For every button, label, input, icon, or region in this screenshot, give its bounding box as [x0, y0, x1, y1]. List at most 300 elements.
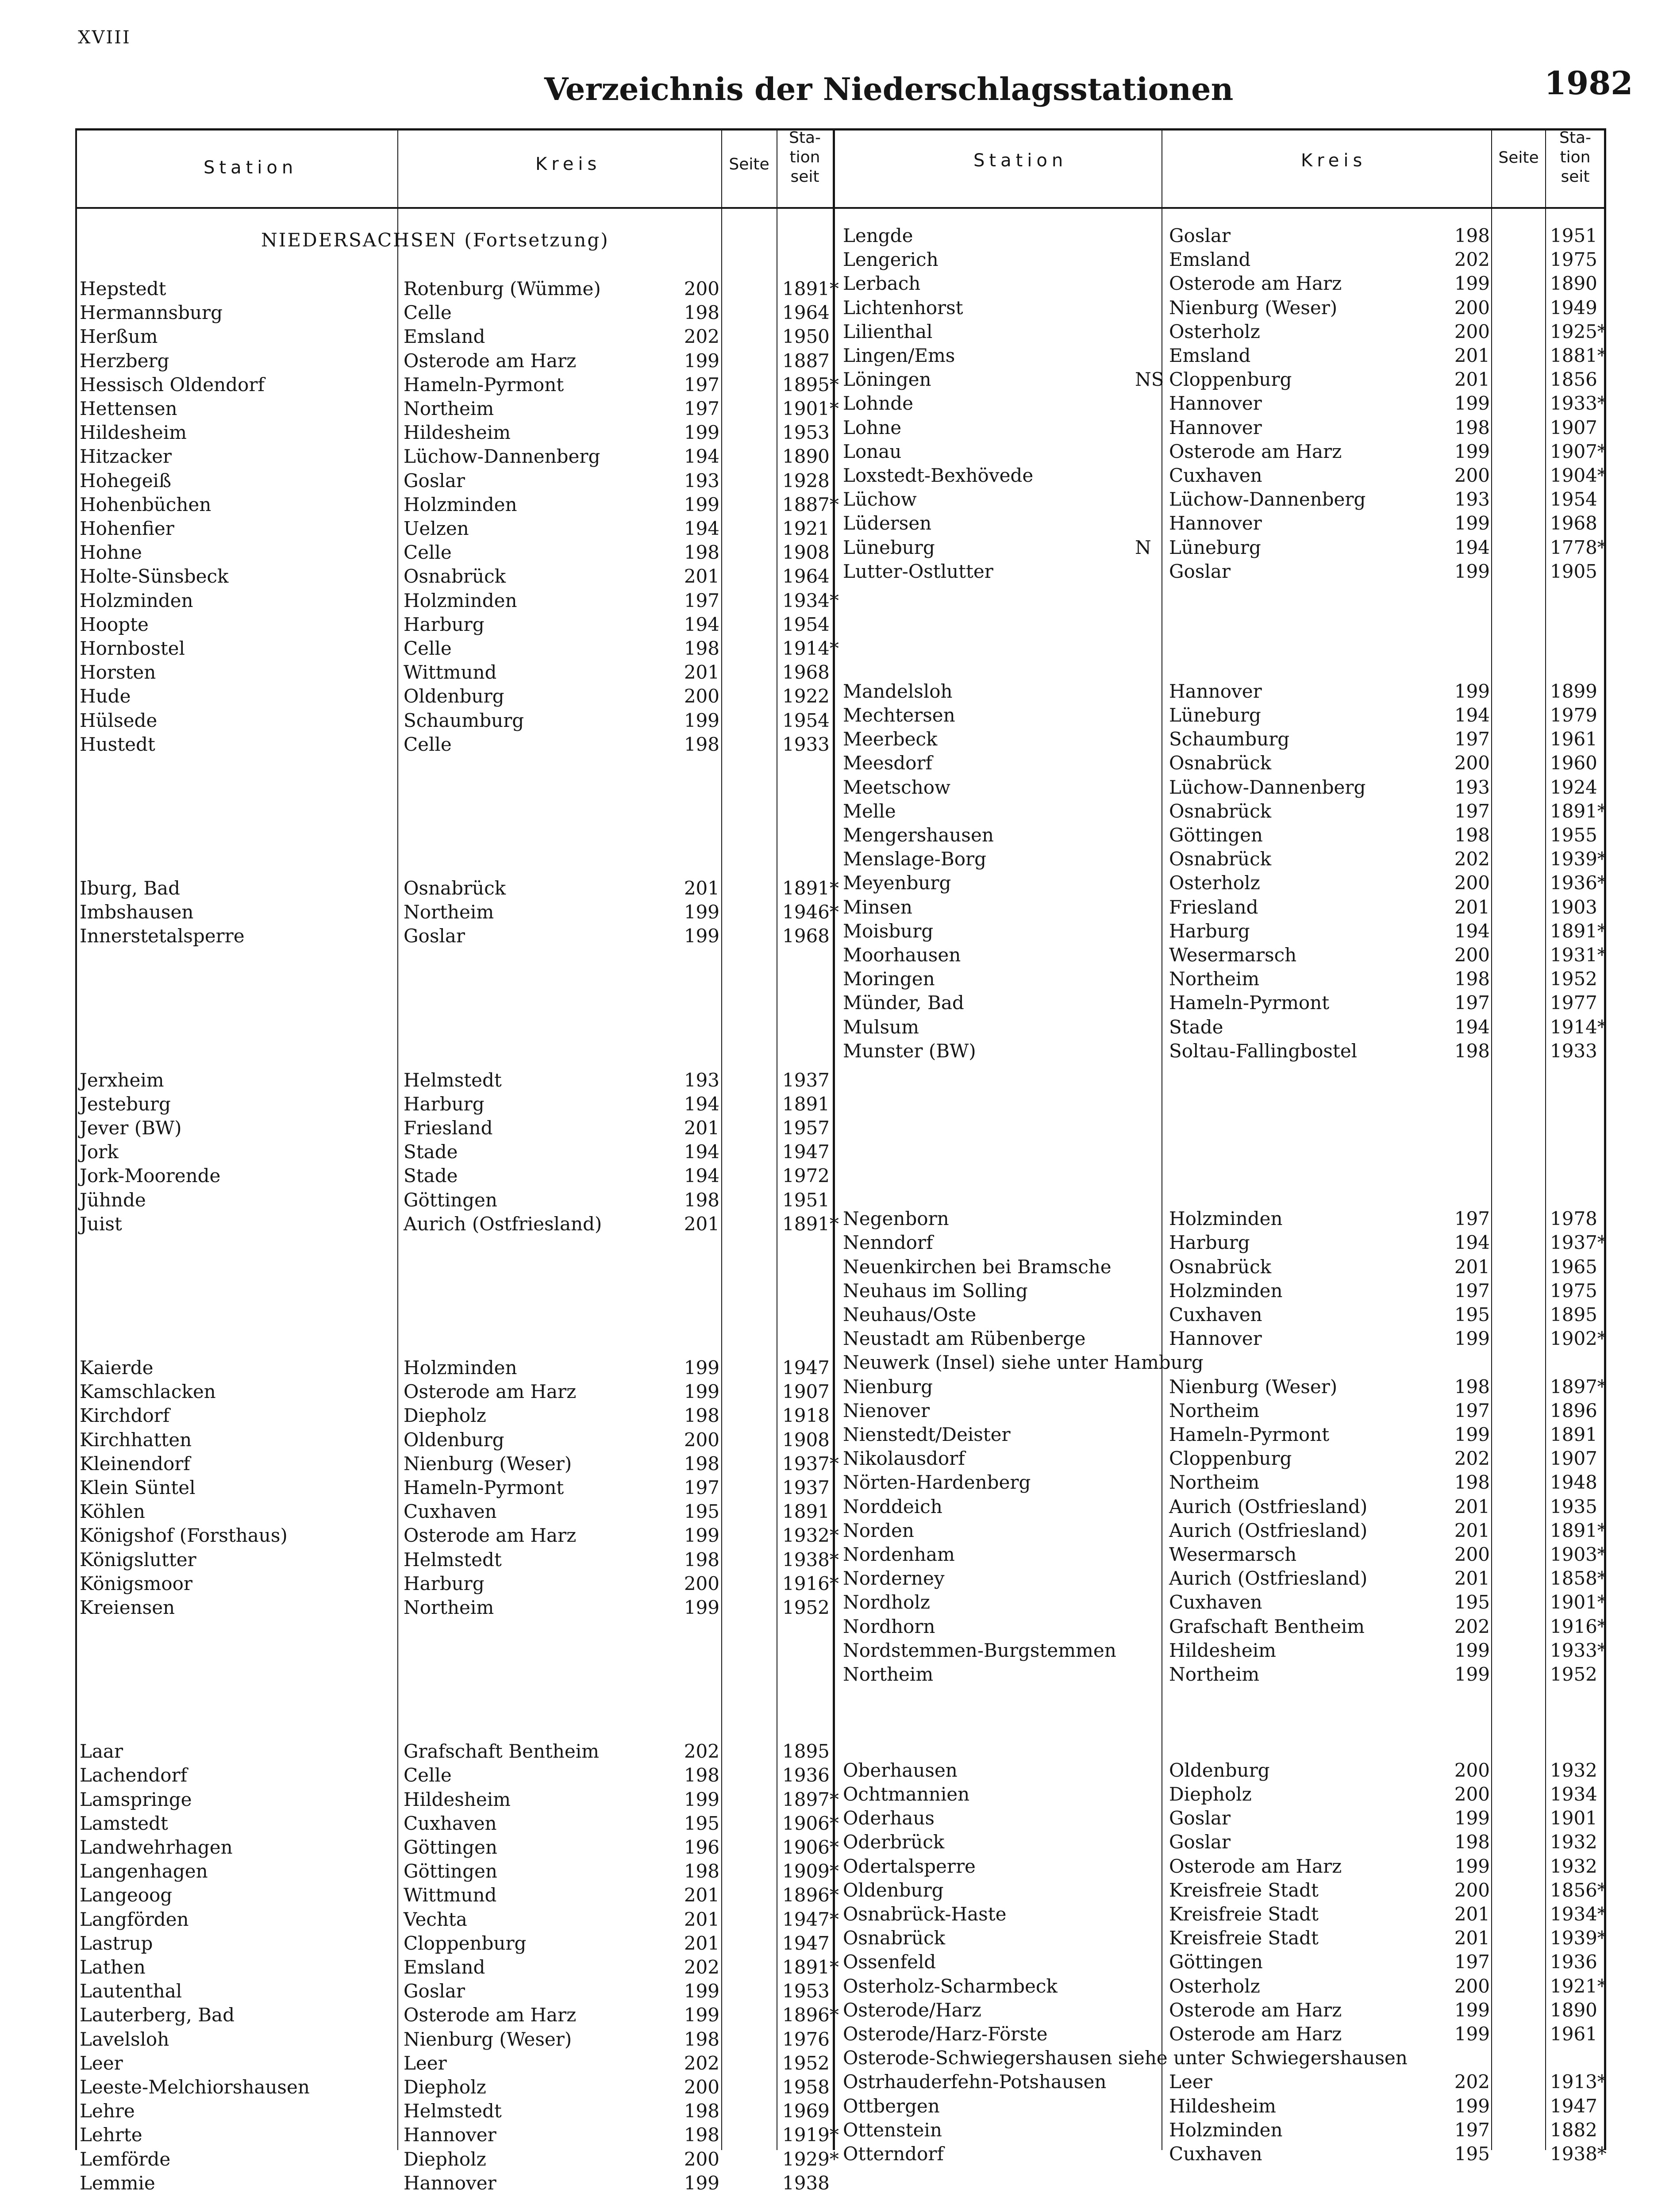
station-since: 1951 — [1550, 225, 1597, 246]
header-seite: Seite — [729, 155, 769, 173]
col-rule — [721, 128, 722, 2150]
station-since: 1953 — [782, 1980, 830, 2002]
seite-value: 194 — [1454, 704, 1490, 726]
station-since: 1964 — [782, 565, 830, 588]
station-name: Lathen — [80, 1956, 146, 1978]
station-name: Osterode-Schwiegershausen siehe unter Schwiegershausen — [843, 2047, 1408, 2069]
kreis-name: Osterode am Harz — [1169, 1999, 1342, 2021]
seite-value: 202 — [1454, 1448, 1490, 1470]
station-since: 1957 — [782, 1117, 830, 1139]
station-since: 1918 — [782, 1405, 830, 1427]
station-since: 1891* — [1550, 1519, 1607, 1541]
kreis-name: Osterode am Harz — [404, 2004, 577, 2026]
seite-value: 199 — [684, 1381, 719, 1403]
station-name: Menslage-Borg — [843, 848, 986, 870]
kreis-name: Nienburg (Weser) — [1169, 296, 1338, 319]
station-since: 1903* — [1550, 1544, 1607, 1565]
kreis-name: Uelzen — [404, 518, 469, 539]
kreis-name: Osnabrück — [404, 877, 506, 899]
station-name: Kirchdorf — [80, 1405, 170, 1427]
kreis-name: Wesermarsch — [1169, 944, 1297, 966]
seite-value: 193 — [1454, 776, 1490, 798]
station-since: 1948 — [1550, 1471, 1597, 1494]
station-since: 1924 — [1550, 776, 1597, 798]
kreis-name: Lüchow-Dannenberg — [404, 445, 600, 468]
station-since: 1907 — [1550, 1448, 1597, 1470]
station-since: 1947 — [782, 1932, 830, 1954]
kreis-name: Cloppenburg — [1169, 369, 1292, 391]
station-since: 1934* — [782, 589, 839, 611]
kreis-name: Emsland — [1169, 249, 1251, 271]
kreis-name: Celle — [404, 1764, 452, 1786]
seite-value: 200 — [1454, 872, 1490, 894]
station-since: 1947 — [782, 1141, 830, 1163]
station-since: 1976 — [782, 2028, 830, 2050]
station-since: 1937 — [782, 1069, 830, 1091]
station-since: 1961 — [1550, 2023, 1597, 2045]
station-name: Norderney — [843, 1567, 945, 1590]
station-name: Kreiensen — [80, 1597, 175, 1618]
seite-value: 198 — [1454, 968, 1490, 990]
seite-value: 199 — [1454, 1328, 1490, 1350]
seite-value: 200 — [1454, 296, 1490, 319]
kreis-name: Osterode am Harz — [1169, 440, 1342, 462]
station-name: Oderbrück — [843, 1831, 945, 1853]
station-since: 1907 — [1550, 416, 1597, 438]
left-border — [75, 128, 77, 2150]
kreis-name: Hannover — [1169, 512, 1262, 534]
station-since: 1890 — [1550, 1999, 1597, 2021]
kreis-name: Northeim — [404, 1597, 494, 1618]
seite-value: 198 — [684, 2028, 719, 2050]
kreis-name: Osterholz — [1169, 1975, 1260, 1997]
seite-value: 201 — [684, 565, 719, 588]
kreis-name: Northeim — [404, 398, 494, 419]
kreis-name: Hildesheim — [404, 422, 511, 444]
seite-value: 198 — [1454, 416, 1490, 438]
station-since: 1891* — [782, 877, 839, 899]
kreis-name: Osterode am Harz — [1169, 273, 1342, 295]
kreis-name: Holzminden — [1169, 1208, 1283, 1230]
kreis-name: Helmstedt — [404, 1548, 502, 1571]
station-since: 1934* — [1550, 1903, 1607, 1925]
station-name: Nienover — [843, 1399, 930, 1421]
station-name: Landwehrhagen — [80, 1836, 233, 1858]
station-name: Lerbach — [843, 273, 921, 295]
station-name: Ossenfeld — [843, 1951, 936, 1973]
station-since: 1972 — [782, 1165, 830, 1187]
station-since: 1921 — [782, 518, 830, 539]
seite-value: 201 — [684, 661, 719, 684]
kreis-name: Harburg — [404, 613, 485, 635]
station-name: Nordstemmen-Burgstemmen — [843, 1639, 1116, 1661]
station-name: Otterndorf — [843, 2143, 944, 2165]
station-name: Hoopte — [80, 613, 149, 635]
station-name: Mandelsloh — [843, 680, 953, 702]
seite-value: 199 — [1454, 273, 1490, 295]
station-since: 1856* — [1550, 1879, 1607, 1901]
station-since: 1961 — [1550, 728, 1597, 750]
station-name: Langenhagen — [80, 1860, 208, 1882]
seite-value: 193 — [684, 469, 719, 492]
kreis-name: Harburg — [1169, 920, 1250, 942]
station-name: Lengerich — [843, 249, 939, 271]
station-name: Negenborn — [843, 1208, 949, 1230]
seite-value: 199 — [684, 493, 719, 515]
station-name: Loxstedt-Bexhövede — [843, 465, 1034, 486]
seite-value: 197 — [1454, 1951, 1490, 1973]
station-since: 1909* — [782, 1860, 839, 1882]
seite-value: 199 — [1454, 1855, 1490, 1877]
station-name: Hohenbüchen — [80, 493, 212, 515]
seite-value: 200 — [1454, 1975, 1490, 1997]
station-since: 1952 — [1550, 1663, 1597, 1685]
station-name: Lautenthal — [80, 1980, 182, 2002]
kreis-name: Hameln-Pyrmont — [1169, 992, 1330, 1014]
station-since: 1901* — [1550, 1591, 1607, 1613]
kreis-name: Friesland — [1169, 896, 1258, 918]
station-name: Osnabrück-Haste — [843, 1903, 1007, 1925]
station-name: Lonau — [843, 440, 902, 462]
station-since: 1882 — [1550, 2119, 1597, 2141]
station-name: Langeoog — [80, 1884, 173, 1906]
station-since: 1907* — [1550, 440, 1607, 462]
seite-value: 197 — [1454, 800, 1490, 822]
station-name: Jork-Moorende — [80, 1165, 221, 1187]
kreis-name: Harburg — [404, 1572, 485, 1594]
station-since: 1947* — [782, 1908, 839, 1930]
kreis-name: Hildesheim — [1169, 2095, 1276, 2117]
station-name: Nörten-Hardenberg — [843, 1471, 1031, 1494]
kreis-name: Goslar — [1169, 1831, 1231, 1853]
seite-value: 199 — [1454, 1639, 1490, 1661]
kreis-name: Stade — [1169, 1016, 1223, 1038]
station-name: Meerbeck — [843, 728, 938, 750]
seite-value: 198 — [684, 733, 719, 755]
seite-value: 194 — [684, 1165, 719, 1187]
kreis-name: Goslar — [1169, 560, 1231, 582]
station-since: 1932* — [782, 1525, 839, 1547]
station-since: 1916* — [1550, 1615, 1607, 1637]
kreis-name: Schaumburg — [1169, 728, 1290, 750]
kreis-name: Celle — [404, 541, 452, 564]
station-since: 1887 — [782, 349, 830, 372]
seite-value: 202 — [684, 326, 719, 348]
station-name: Lutter-Ostlutter — [843, 560, 993, 582]
kreis-name: Northeim — [1169, 1663, 1260, 1685]
table-top-rule — [75, 128, 1606, 131]
station-name: Königsmoor — [80, 1572, 192, 1594]
station-table — [75, 128, 1607, 2194]
station-since: 1937* — [782, 1452, 839, 1475]
kreis-name: Northeim — [1169, 1399, 1260, 1421]
seite-value: 198 — [1454, 225, 1490, 246]
station-name: Hustedt — [80, 733, 155, 755]
station-name: Jork — [80, 1141, 119, 1163]
kreis-name: Diepholz — [404, 2148, 486, 2170]
seite-value: 201 — [1454, 345, 1490, 366]
header-seit: Sta- tion seit — [788, 129, 821, 186]
station-since: 1955 — [1550, 824, 1597, 846]
station-name: Munster (BW) — [843, 1040, 976, 1062]
station-name: Nienburg — [843, 1375, 933, 1398]
station-name: Lamstedt — [80, 1812, 168, 1834]
station-since: 1897* — [782, 1788, 839, 1810]
station-name: Nienstedt/Deister — [843, 1424, 1011, 1445]
kreis-name: Osterode am Harz — [1169, 1855, 1342, 1877]
kreis-name: Osnabrück — [1169, 752, 1272, 774]
seite-value: 199 — [684, 901, 719, 923]
kreis-name: Helmstedt — [404, 1069, 502, 1091]
station-name: Lüchow — [843, 488, 917, 511]
seite-value: 199 — [1454, 560, 1490, 582]
station-since: 1931* — [1550, 944, 1607, 966]
station-name: Hülsede — [80, 709, 158, 731]
station-name: Horsten — [80, 661, 156, 684]
kreis-name: Osterode am Harz — [404, 349, 577, 372]
seite-value: 198 — [684, 1860, 719, 1882]
seite-value: 199 — [1454, 2095, 1490, 2117]
station-name: Hornbostel — [80, 637, 185, 659]
station-since: 1916* — [782, 1572, 839, 1594]
seite-value: 197 — [684, 1477, 719, 1498]
station-since: 1933 — [782, 733, 830, 755]
kreis-name: Holzminden — [1169, 2119, 1283, 2141]
kreis-name: Grafschaft Bentheim — [404, 1740, 599, 1763]
kreis-name: Lüchow-Dannenberg — [1169, 488, 1366, 511]
station-name: Jühnde — [80, 1189, 146, 1211]
kreis-name: Hameln-Pyrmont — [404, 1477, 564, 1498]
station-since: 1925* — [1550, 320, 1607, 342]
kreis-name: Osnabrück — [1169, 800, 1272, 822]
station-since: 1897* — [1550, 1375, 1607, 1398]
kreis-name: Hannover — [404, 2124, 496, 2146]
right-border — [1604, 128, 1606, 2150]
station-since: 1935 — [1550, 1495, 1597, 1517]
station-since: 1969 — [782, 2100, 830, 2122]
seite-value: 199 — [684, 1357, 719, 1379]
seite-value: 200 — [1454, 1544, 1490, 1565]
station-name: Oderhaus — [843, 1807, 935, 1829]
station-since: 1896* — [782, 1884, 839, 1906]
kreis-name: Celle — [404, 302, 452, 324]
page-number: XVIII — [78, 27, 131, 48]
kreis-name: Cuxhaven — [1169, 465, 1262, 486]
seite-value: 201 — [1454, 1256, 1490, 1278]
station-name: Hepstedt — [80, 278, 166, 300]
station-since: 1978 — [1550, 1208, 1597, 1230]
station-name: Odertalsperre — [843, 1855, 976, 1877]
kreis-name: Osterode am Harz — [1169, 2023, 1342, 2045]
seite-value: 199 — [684, 422, 719, 444]
seite-value: 199 — [684, 1525, 719, 1547]
station-name: Meetschow — [843, 776, 950, 798]
seite-value: 197 — [1454, 1279, 1490, 1302]
col-rule — [1545, 128, 1546, 2150]
station-name: Neustadt am Rübenberge — [843, 1328, 1086, 1350]
section-heading: NIEDERSACHSEN (Fortsetzung) — [261, 229, 609, 251]
station-since: 1954 — [782, 709, 830, 731]
kreis-name: Northeim — [404, 901, 494, 923]
seite-value: 197 — [1454, 2119, 1490, 2141]
station-name: Kaierde — [80, 1357, 154, 1379]
station-name: Leeste-Melchiorshausen — [80, 2076, 310, 2098]
station-name: Moringen — [843, 968, 935, 990]
kreis-name: Holzminden — [1169, 1279, 1283, 1302]
station-since: 1968 — [1550, 512, 1597, 534]
kreis-name: Celle — [404, 637, 452, 659]
kreis-name: Holzminden — [404, 493, 517, 515]
station-since: 1936 — [782, 1764, 830, 1786]
seite-value: 198 — [1454, 1040, 1490, 1062]
seite-value: 194 — [684, 1141, 719, 1163]
kreis-name: Emsland — [404, 326, 485, 348]
station-name: Osterode/Harz — [843, 1999, 981, 2021]
station-name: Holte-Sünsbeck — [80, 565, 229, 588]
station-name: Hessisch Oldendorf — [80, 373, 265, 396]
station-since: 1891 — [782, 1093, 830, 1115]
station-since: 1891* — [782, 1213, 839, 1235]
kreis-name: Göttingen — [1169, 1951, 1263, 1973]
station-name: Hitzacker — [80, 445, 172, 468]
seite-value: 198 — [684, 1548, 719, 1571]
station-since: 1932 — [1550, 1831, 1597, 1853]
seite-value: 194 — [1454, 920, 1490, 942]
kreis-name: Hannover — [1169, 392, 1262, 415]
kreis-name: Osnabrück — [404, 565, 506, 588]
kreis-name: Stade — [404, 1141, 458, 1163]
kreis-name: Cuxhaven — [1169, 2143, 1262, 2165]
kreis-name: Oldenburg — [404, 685, 504, 707]
kreis-name: Cloppenburg — [1169, 1448, 1292, 1470]
seite-value: 195 — [1454, 1591, 1490, 1613]
seite-value: 202 — [1454, 848, 1490, 870]
kreis-name: Hannover — [404, 2172, 496, 2194]
station-name: Oberhausen — [843, 1759, 958, 1781]
kreis-name: Oldenburg — [404, 1429, 504, 1451]
station-name: Jesteburg — [80, 1093, 171, 1115]
kreis-name: Hameln-Pyrmont — [1169, 1424, 1330, 1445]
station-since: 1932 — [1550, 1855, 1597, 1877]
kreis-name: Cuxhaven — [1169, 1591, 1262, 1613]
station-since: 1960 — [1550, 752, 1597, 774]
station-since: 1903 — [1550, 896, 1597, 918]
station-name: Osnabrück — [843, 1927, 946, 1949]
kreis-name: Göttingen — [404, 1860, 497, 1882]
seite-value: 199 — [1454, 680, 1490, 702]
station-name: Nenndorf — [843, 1232, 933, 1254]
kreis-name: Harburg — [1169, 1232, 1250, 1254]
kreis-name: Holzminden — [404, 1357, 517, 1379]
station-since: 1979 — [1550, 704, 1597, 726]
kreis-name: Hildesheim — [1169, 1639, 1276, 1661]
seite-value: 200 — [684, 278, 719, 300]
kreis-name: Friesland — [404, 1117, 493, 1139]
station-since: 1953 — [782, 422, 830, 444]
kreis-name: Wittmund — [404, 1884, 497, 1906]
col-rule — [397, 128, 398, 2150]
seite-value: 198 — [684, 1764, 719, 1786]
kreis-name: Wesermarsch — [1169, 1544, 1297, 1565]
seite-value: 199 — [684, 1597, 719, 1618]
station-since: 1950 — [782, 326, 830, 348]
station-since: 1954 — [782, 613, 830, 635]
seite-value: 199 — [1454, 392, 1490, 415]
station-name: Innerstetalsperre — [80, 925, 245, 947]
seite-value: 198 — [684, 637, 719, 659]
seite-value: 199 — [1454, 512, 1490, 534]
station-name: Norddeich — [843, 1495, 942, 1517]
kreis-name: Helmstedt — [404, 2100, 502, 2122]
station-since: 1937* — [1550, 1232, 1607, 1254]
seite-value: 199 — [684, 709, 719, 731]
station-since: 1952 — [782, 2052, 830, 2074]
seite-value: 202 — [684, 1956, 719, 1978]
station-name: Laar — [80, 1740, 123, 1763]
station-since: 1891 — [1550, 1424, 1597, 1445]
station-since: 1928 — [782, 469, 830, 492]
station-name: Ostrhauderfehn-Potshausen — [843, 2071, 1107, 2093]
station-since: 1907 — [782, 1381, 830, 1403]
station-since: 1778* — [1550, 536, 1607, 558]
kreis-name: Nienburg (Weser) — [404, 1452, 572, 1475]
seite-value: 199 — [684, 1788, 719, 1810]
station-since: 1902* — [1550, 1328, 1607, 1350]
station-name: Hildesheim — [80, 422, 187, 444]
station-since: 1890 — [782, 445, 830, 468]
kreis-name: Osterode am Harz — [404, 1381, 577, 1403]
kreis-name: Diepholz — [404, 2076, 486, 2098]
kreis-name: Hannover — [1169, 680, 1262, 702]
station-since: 1881* — [1550, 345, 1607, 366]
kreis-name: Holzminden — [404, 589, 517, 611]
station-name: Nordhorn — [843, 1615, 935, 1637]
seite-value: 200 — [1454, 1783, 1490, 1805]
station-since: 1929* — [782, 2148, 839, 2170]
seite-value: 198 — [1454, 1375, 1490, 1398]
station-name: Lohne — [843, 416, 902, 438]
kreis-name: Goslar — [1169, 225, 1231, 246]
station-since: 1938* — [782, 1548, 839, 1571]
station-name: Langförden — [80, 1908, 189, 1930]
seite-value: 199 — [1454, 1999, 1490, 2021]
seite-value: 200 — [1454, 465, 1490, 486]
kreis-name: Vechta — [404, 1908, 467, 1930]
station-since: 1905 — [1550, 560, 1597, 582]
seite-value: 198 — [684, 1452, 719, 1475]
station-name: Melle — [843, 800, 896, 822]
station-since: 1908 — [782, 541, 830, 564]
station-since: 1933* — [1550, 1639, 1607, 1661]
station-since: 1901* — [782, 398, 839, 419]
station-name: Hermannsburg — [80, 302, 223, 324]
station-since: 1954 — [1550, 488, 1597, 511]
station-name: Lemförde — [80, 2148, 171, 2170]
station-name: Lingen/Ems — [843, 345, 955, 366]
kreis-name: Soltau-Fallingbostel — [1169, 1040, 1358, 1062]
station-name: Nordenham — [843, 1544, 955, 1565]
station-since: 1887* — [782, 493, 839, 515]
seite-value: 199 — [684, 1980, 719, 2002]
station-name: Kleinendorf — [80, 1452, 190, 1475]
kreis-name: Aurich (Ostfriesland) — [1169, 1567, 1368, 1590]
seite-value: 197 — [684, 589, 719, 611]
kreis-name: Kreisfreie Stadt — [1169, 1903, 1319, 1925]
station-name: Nikolausdorf — [843, 1448, 965, 1470]
seite-value: 198 — [684, 302, 719, 324]
station-since: 1890 — [1550, 273, 1597, 295]
seite-value: 200 — [1454, 944, 1490, 966]
